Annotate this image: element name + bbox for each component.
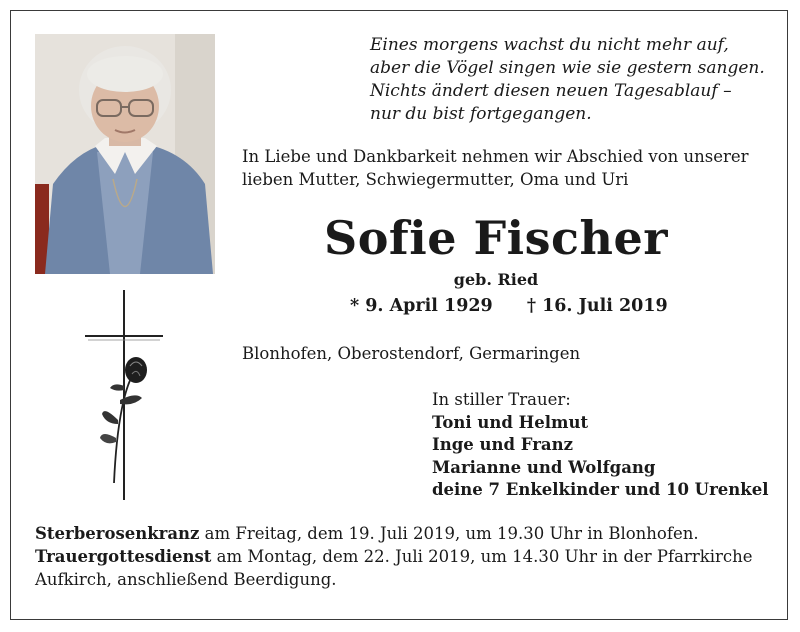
event-text: am Montag, dem 22. Juli 2019, um 14.30 Uhr in der Pfarrkirche (211, 547, 753, 566)
intro-line: In Liebe und Dankbarkeit nehmen wir Abschied von unserer (242, 147, 749, 166)
birth-date: * 9. April 1929 (350, 296, 493, 316)
cross-with-rose-icon (80, 288, 170, 503)
poem-line: aber die Vögel singen wie sie gestern sangen. (370, 58, 765, 78)
mourner-name: Toni und Helmut (432, 412, 589, 432)
event-text: am Freitag, dem 19. Juli 2019, um 19.30 Uhr in Blonhofen. (199, 524, 699, 543)
poem-line: Eines morgens wachst du nicht mehr auf, (370, 35, 729, 55)
event-mass (35, 545, 765, 568)
poem-line: nur du bist fortgegangen. (370, 104, 592, 124)
mourner-name: Inge und Franz (432, 435, 573, 454)
farewell-intro (242, 145, 749, 191)
mourners-intro: In stiller Trauer: (432, 390, 571, 409)
mourner-name: Marianne und Wolfgang (432, 457, 656, 477)
event-label: Sterberosenkranz (35, 524, 200, 543)
event-rosary (35, 522, 765, 545)
mourners-list (432, 389, 768, 502)
event-continued: Aufkirch, anschließend Beerdigung. (35, 570, 337, 589)
deceased-name: Sofie Fischer (324, 211, 668, 265)
poem-line: Nichts ändert diesen neuen Tagesablauf – (370, 81, 732, 101)
event-label: Trauergottesdienst (35, 547, 212, 566)
portrait-photo (35, 34, 215, 274)
mourner-name: deine 7 Enkelkinder und 10 Urenkel (432, 480, 769, 499)
life-dates (350, 296, 668, 316)
places-of-residence: Blonhofen, Oberostendorf, Germaringen (242, 344, 581, 363)
death-date: † 16. Juli 2019 (526, 296, 668, 316)
intro-line: lieben Mutter, Schwiegermutter, Oma und Uri (242, 170, 629, 189)
memorial-poem (370, 34, 765, 126)
maiden-name: geb. Ried (453, 270, 539, 289)
service-details (35, 522, 765, 591)
